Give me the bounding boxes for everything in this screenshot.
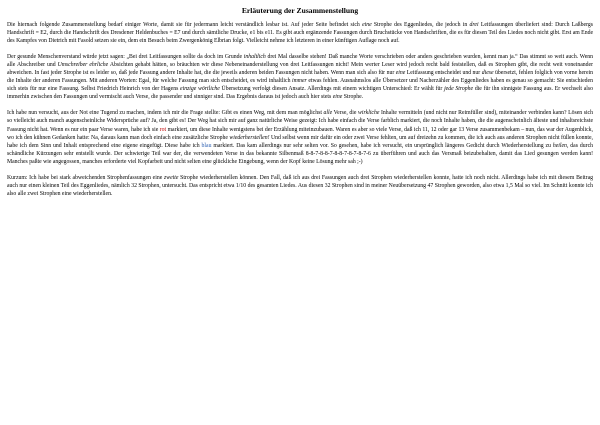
emphasized-text: einzige wörtliche (180, 86, 220, 93)
emphasized-text: eine (332, 94, 343, 101)
text-run: Der gesunde Menschenverstand würde jetzt sagen: „Bei drei Leitfassungen sollte da doch im Grunde (7, 54, 244, 61)
emphasized-text: drei (469, 22, 479, 28)
text-run: Strophe. (342, 94, 364, 101)
text-run: Absichten gehabt hätten, so bräuchten wir diese Nebeneinanderstellung von drei Leitfassungen nicht! Mein werter Leser wird jedoch recht bald feststellen, daß es Strophen gibt, die recht weit voneinander abweichen. In fast jeder Strophe ist es leider so, daß jede Fassung andere Inhalte hat, die die jeweils anderen beiden Fassungen nicht haben. Wenn man sich also für nur (7, 62, 593, 77)
text-run: etwas fehlen. Ausnahmslos alle Übersetzer und Nacherzähler des Eggenliedes haben es genau so gemacht: Sie entschieden sich stets für nur eine Fassung. Selbst Friedrich Heinrich von der Hagens (7, 78, 593, 93)
text-run: Strophe des Eggenliedes, die jedoch in (371, 22, 470, 28)
blue-marked-text: blau (201, 142, 212, 149)
emphasized-text: jede Strophe (444, 86, 474, 93)
text-run: Leitfassungen überliefert sind: Durch Laßbergs Handschrift = E2, durch die Handschrift des Dresdener Heldenbuches = E7 und durch sämtliche Drucke, e1 bis e11. Es gibt auch ergänzende Fassungen durch Bruchstücke von Handschriften, die es für diesen Teil des Liedes noch nicht gibt. Erst am Ende des Kampfes von Dietrich mit Fasold setzen sie ein, dem ein Besuch beim Zwergenkönig Elbrian folgt. Vielleicht nehme ich letzteren in einer künftigen Auflage noch auf. (7, 22, 594, 45)
text-run: Strophe wiederherstellen können. Den Fall, daß ich aus drei Fassungen auch drei Strophen wiederherstellen konnte, hatte ich noch nicht. Allerdings habe ich mit diesem Beitrag auch nur einen kleinen Teil des Eggenliedes, nämlich 32 Strophen, untersucht. Das entspricht etwa 1/10 des gesamten Liedes. Aus diesen 32 Strophen sind in meiner Neuübersetzung 47 Strophen geworden, also etwa 1,5 Mal so viel. Im Schnitt konnte ich also alle zwei Strophen eine wiederherstellen. (7, 174, 593, 197)
text-run: Die hiernach folgende Zusammenstellung bedarf einiger Worte, damit sie für jedermann leicht verständlich lesbar ist. Auf jeder Seite befindet sich (7, 22, 363, 28)
text-run: übersetzt, fehlen folglich von vorne herein die Inhalte der anderen Fassungen. Mit anderen Worten: Egal, für welche Fassung man sich entscheidet, es wird inhaltlich (7, 70, 593, 85)
page-title: Erläuterung der Zusammenstellung (241, 6, 359, 15)
emphasized-text: eine (362, 22, 372, 28)
text-run: Kurzum: Ich habe bei stark abweichenden Strophenfassungen eine (7, 174, 164, 181)
emphasized-text: immer (292, 78, 307, 85)
body-paragraph (7, 21, 593, 45)
text-run: markiert. Das kam allerdings nur sehr selten vor. So gesehen, habe ich versucht, ein ursprünglich längeres Gedicht durch Wiederherstellung zu (211, 142, 553, 149)
text-run: , das durch schändliche Kürzungen sehr entstellt wurde. Der schwierige Teil war der, die verwendeten Verse in das bekannte Silbenmaß 8-8-7-8-8-7-8-8-7-8-7-8-7-6 zu überführen und auch das Versmaß beizubehalten, damit das Lied gesungen werden kann! Manches paßte wie angegossen, manches erforderte viel Kopfarbeit und nicht selten eine glückliche Eingebung, wenn der Kopf keine Lösung mehr sah ;-) (7, 142, 593, 165)
text-run: Und selbst wenn mir dafür ein oder zwei Verse fehlten, um auf dreizehn zu kommen, die ich auch aus anderen Strophen nicht füllen konnte, habe ich dem Sinn und Inhalt entsprechend eine eigene eingefügt. Diese habe ich (7, 134, 593, 149)
emphasized-text: zweite (164, 174, 179, 181)
text-run: Leitfassung entscheidet und nur (405, 70, 482, 77)
text-run: drei Mal dasselbe stehen! Daß manche Worte verschrieben oder anders geschrieben wurden, kennt man ja.“ Das stimmt so weit auch. Wenn alle Abschreiber und (7, 54, 593, 69)
text-run: Ich habe nun versucht, aus der Not eine Tugend zu machen, indem ich mir die Frage stellte: Gibt es einen Weg, mit dem man möglichst (7, 110, 324, 117)
body-paragraph (7, 53, 593, 101)
emphasized-text: wiederherstellen! (229, 134, 270, 141)
body-paragraph (7, 174, 593, 198)
document-body (7, 21, 593, 198)
text-run: die für ihn sinnigste Fassung aus. Er wechselt also immerhin zwischen den Fassungen und vermischt auch Verse, die passender und sinniger sind. Das Ergebnis daraus ist jedoch auch hier stets (7, 86, 594, 101)
emphasized-text: heilen (552, 142, 567, 149)
red-marked-text: rot (159, 126, 167, 133)
emphasized-text: diese (481, 70, 494, 77)
text-run: Übersetzung verfolgt diesen Ansatz. Allerdings mit einem wichtigen Unterschied: Er wählt für (219, 86, 445, 93)
emphasized-text: wirkliche (358, 110, 380, 117)
text-run: Inhalte vermitteln (und nicht nur Reimfüller sind), miteinander verbinden kann? Lösen sich so vielleicht auch manch augenscheinliche Widersprüche auf? Ja, den gibt es! Der Weg hat sich mir auf ganz natürliche Weise gezeigt: Ich habe einfach die Verse farblich markiert, die noch Inhalte haben, die die augenscheinlich älteste und inhaltsreichste Fassung nicht hat. Wenn es nur ein paar Verse waren, habe ich sie (7, 110, 593, 133)
text-run: Verse, die (332, 110, 359, 117)
emphasized-text: Umschreiber ehrliche (57, 62, 109, 69)
emphasized-text: inhaltlich (243, 54, 266, 61)
document-page (0, 0, 600, 198)
emphasized-text: alle (323, 110, 333, 117)
body-paragraph (7, 109, 593, 165)
text-run: markiert, um diese Inhalte wenigstens bei der Erzählung miteinzubauen. Waren es aber so viele Verse, daß ich 11, 12 oder gar 13 Verse zusammenbekam – nun, das war der Augenblick, wo ich den kühnen Gedanken hatte: Na, daraus kann man doch einfach eine zusätzliche Strophe (7, 126, 593, 141)
emphasized-text: eine (395, 70, 406, 77)
